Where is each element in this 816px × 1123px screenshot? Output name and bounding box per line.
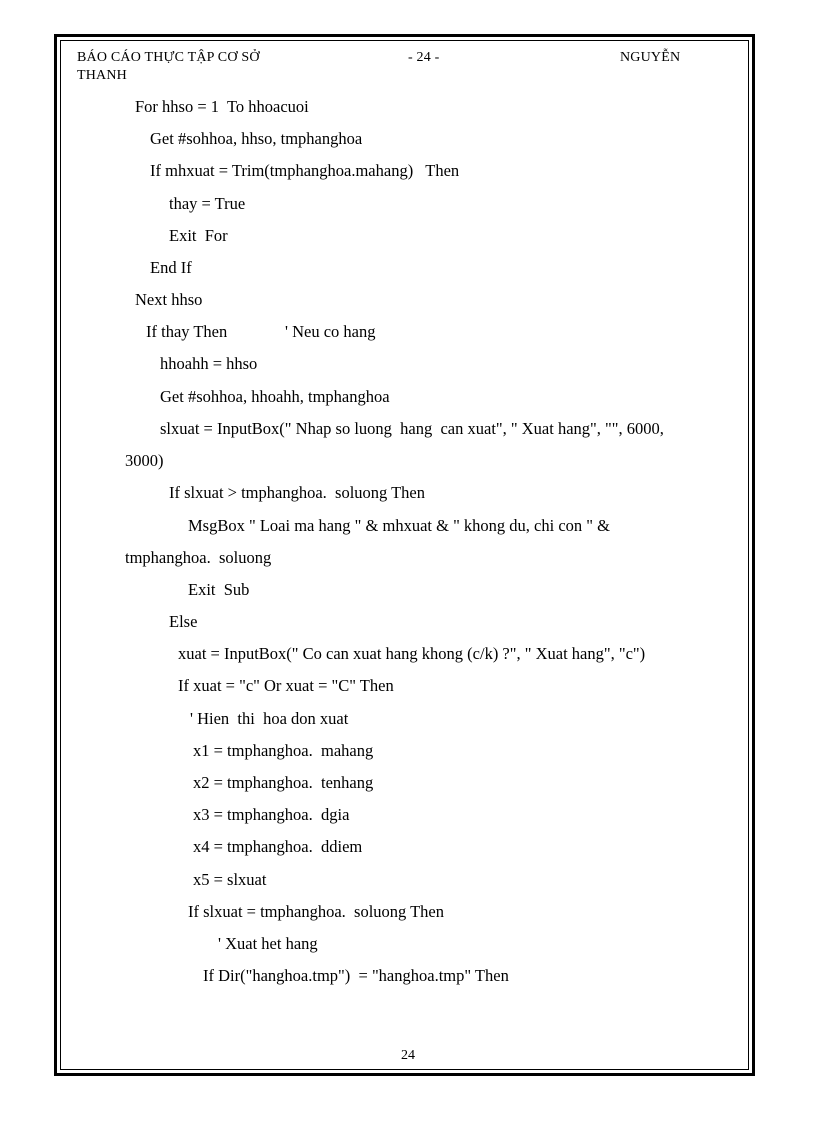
code-line: If Dir("hanghoa.tmp") = "hanghoa.tmp" Then (203, 966, 509, 985)
code-line: If thay Then ' Neu co hang (146, 322, 376, 341)
code-line: x1 = tmphanghoa. mahang (193, 741, 374, 760)
code-line: thay = True (169, 194, 246, 213)
code-line: x3 = tmphanghoa. dgia (193, 805, 350, 824)
header-page-marker: - 24 - (408, 50, 440, 65)
code-line: x2 = tmphanghoa. tenhang (193, 773, 374, 792)
code-line: For hhso = 1 To hhoacuoi (135, 97, 309, 116)
code-line: Exit Sub (188, 580, 250, 599)
code-line: 3000) (125, 451, 164, 470)
code-line: If slxuat = tmphanghoa. soluong Then (188, 902, 445, 921)
code-line: ' Xuat het hang (218, 934, 318, 953)
code-line: MsgBox " Loai ma hang " & mhxuat & " khong du, chi con " & (188, 516, 610, 535)
code-line: tmphanghoa. soluong (125, 548, 272, 567)
code-line: End If (150, 258, 192, 277)
footer-page-number: 24 (401, 1048, 415, 1063)
header-left: BÁO CÁO THỰC TẬP CƠ SỞ (77, 50, 260, 65)
code-line: ' Hien thi hoa don xuat (190, 709, 349, 728)
code-line: If xuat = "c" Or xuat = "C" Then (178, 676, 394, 695)
code-line: Exit For (169, 226, 228, 245)
code-line: If slxuat > tmphanghoa. soluong Then (169, 483, 426, 502)
code-line: xuat = InputBox(" Co can xuat hang khong (c/k) ?", " Xuat hang", "c") (178, 644, 646, 663)
code-line: slxuat = InputBox(" Nhap so luong hang can xuat", " Xuat hang", "", 6000, (160, 419, 664, 438)
code-line: Else (169, 612, 198, 631)
code-line: Get #sohhoa, hhoahh, tmphanghoa (160, 387, 390, 406)
code-line: hhoahh = hhso (160, 354, 258, 373)
header-right: NGUYỄN (620, 50, 681, 65)
header-left-line2: THANH (77, 68, 127, 83)
code-line: x4 = tmphanghoa. ddiem (193, 837, 363, 856)
code-line: If mhxuat = Trim(tmphanghoa.mahang) Then (150, 161, 460, 180)
code-line: Next hhso (135, 290, 203, 309)
code-line: Get #sohhoa, hhso, tmphanghoa (150, 129, 363, 148)
code-line: x5 = slxuat (193, 870, 267, 889)
